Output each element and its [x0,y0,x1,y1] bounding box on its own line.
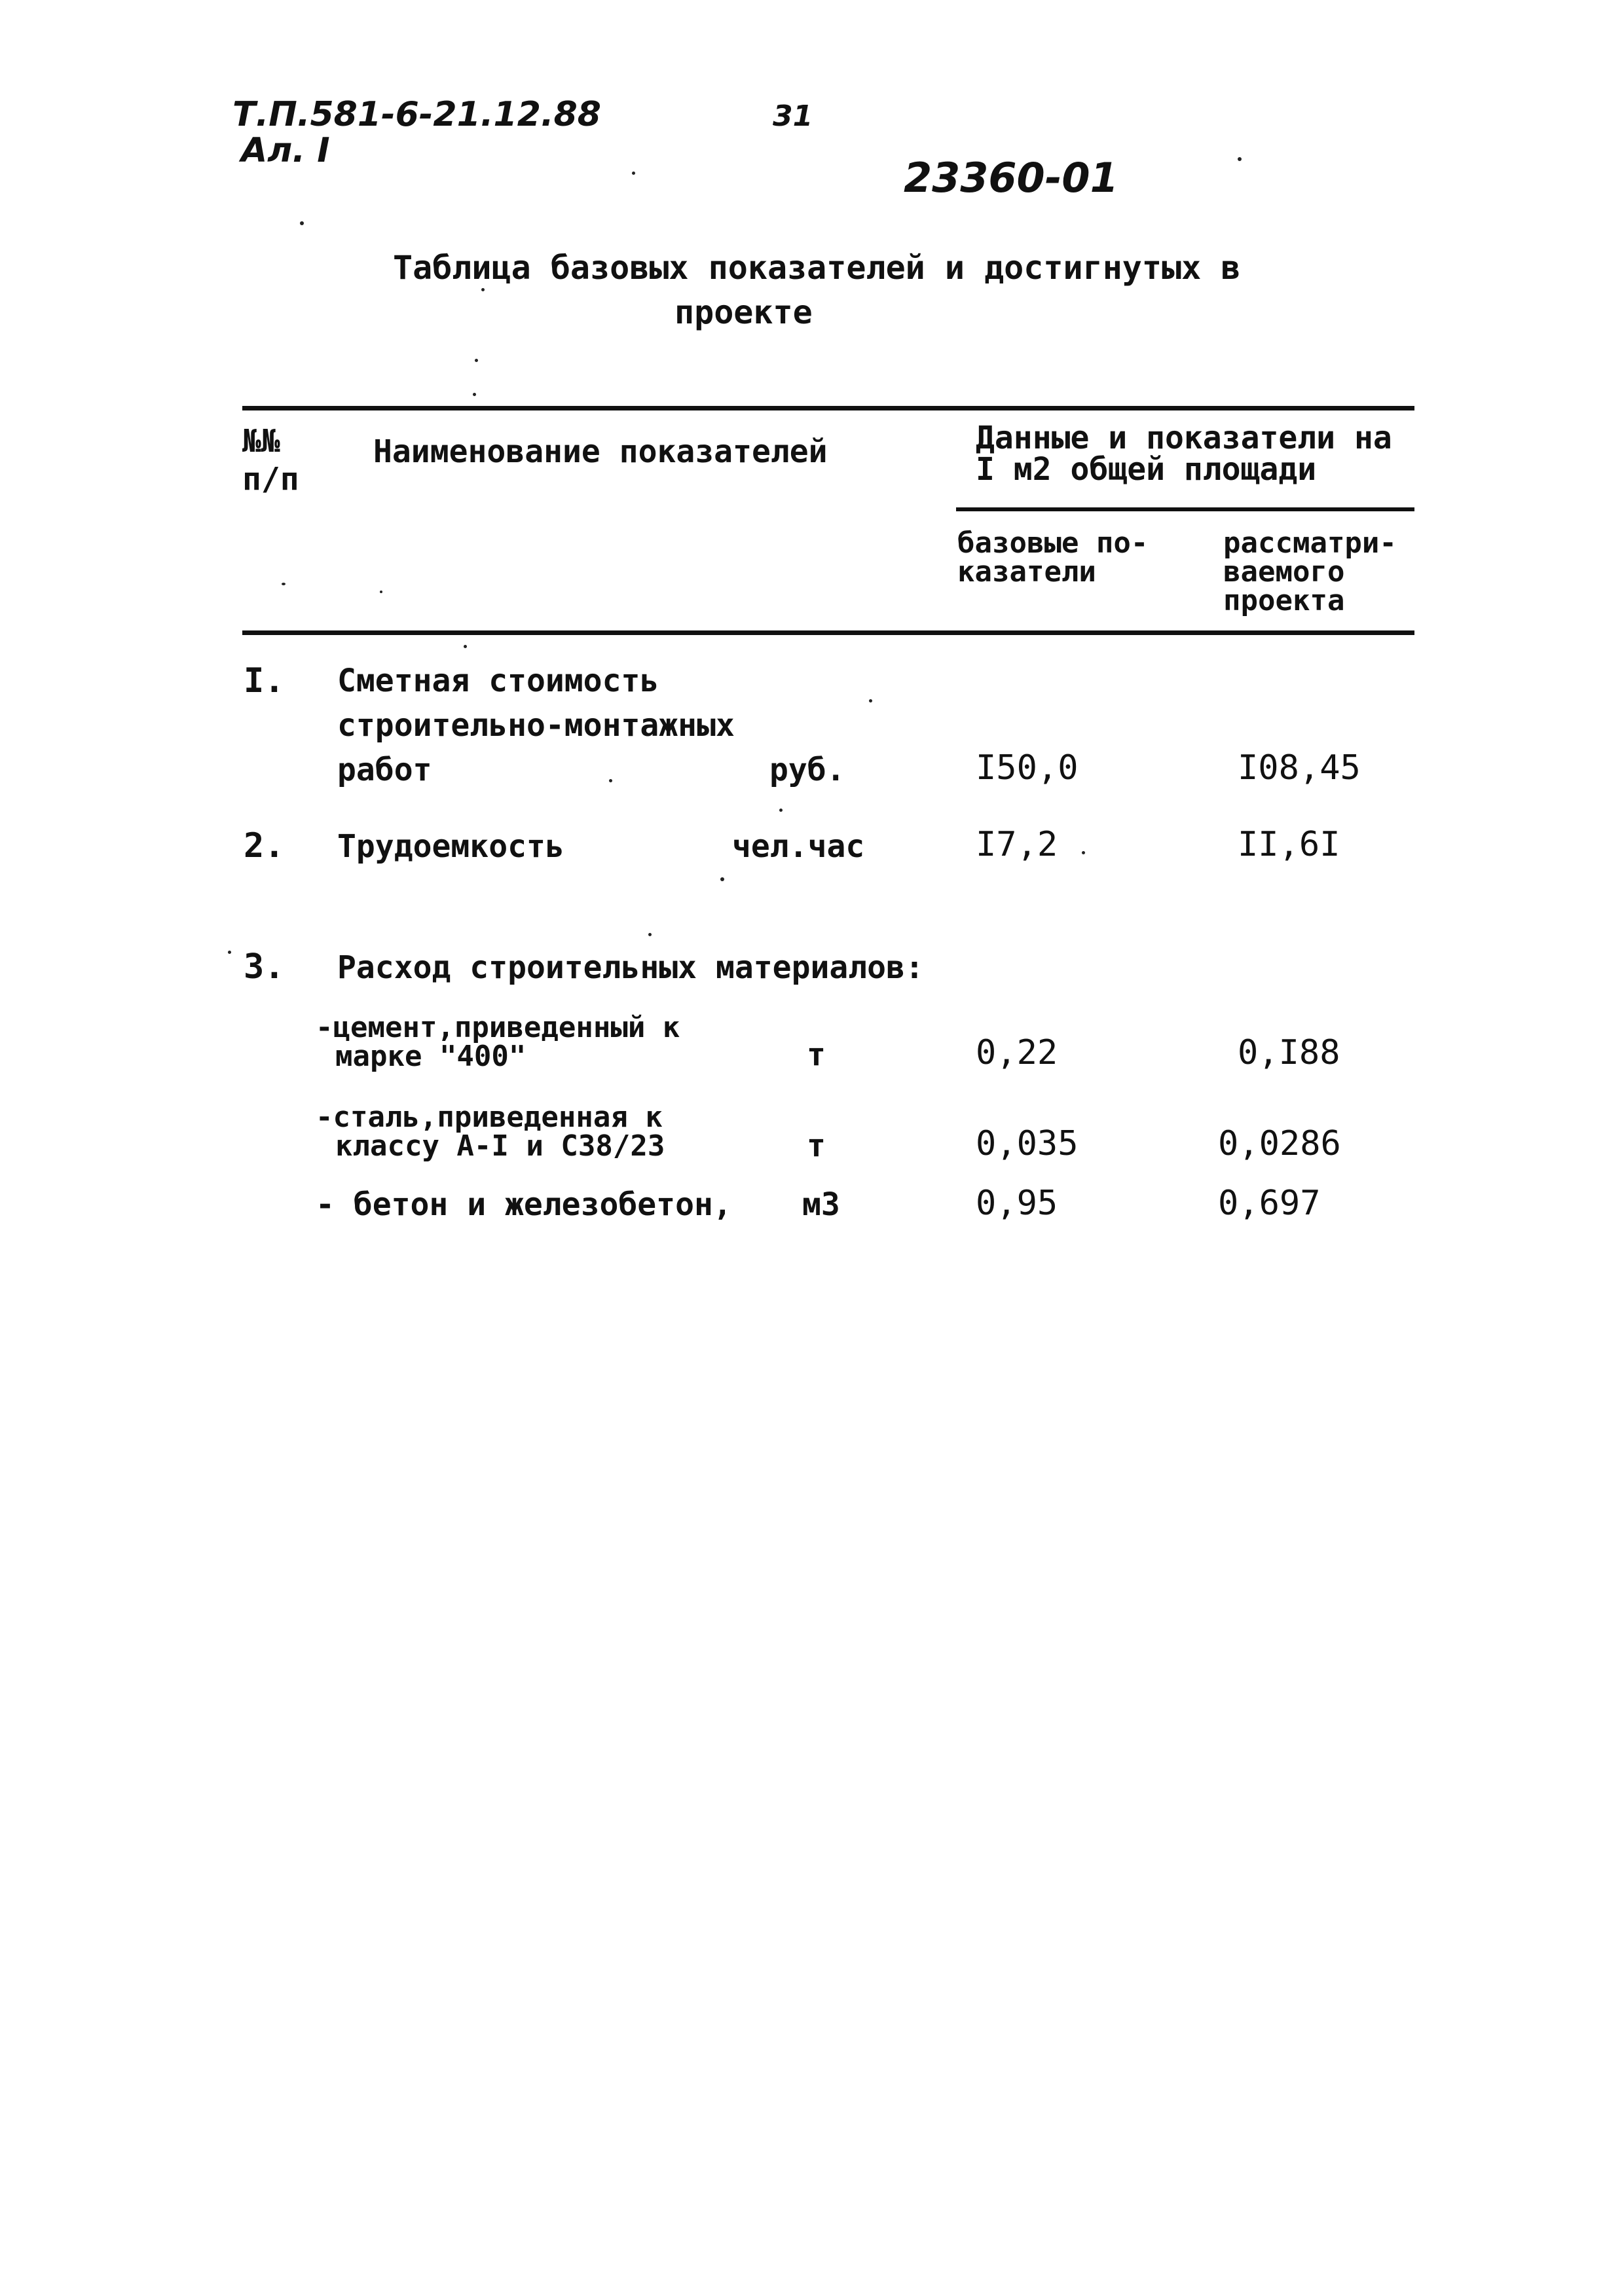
page-number: 31 [773,100,813,133]
scan-speck [1082,851,1085,854]
row-cement-base-value: 0,22 [976,1033,1058,1072]
scan-speck [473,393,476,396]
column-header-name: Наименование показателей [373,433,828,470]
album-number: Ал. I [241,131,330,170]
scan-speck [380,591,382,593]
inventory-number: 23360-01 [904,154,1118,202]
scan-speck [648,933,652,936]
row-2-name: Трудоемкость [337,828,564,865]
scan-speck [869,699,872,702]
scan-speck [475,359,478,362]
scan-speck [300,221,304,225]
row-concrete-base-value: 0,95 [976,1184,1058,1223]
table-header-bottom-rule [242,630,1414,635]
row-3-name: Расход строительных материалов: [337,949,924,986]
column-header-number: №№ п/п [242,423,299,498]
row-2-unit: чел.час [732,828,865,865]
row-concrete-project-value: 0,697 [1218,1184,1321,1223]
row-1-base-value: I50,0 [976,748,1079,788]
row-concrete-unit: м3 [802,1186,840,1223]
table-title-line1: Таблица базовых показателей и достигнутых в [393,249,1241,287]
scan-speck [609,779,612,782]
scan-speck [464,645,467,648]
row-2-number: 2. [244,826,285,866]
scan-speck [228,951,231,954]
row-2-project-value: II,6I [1238,825,1340,864]
scan-speck [1238,157,1242,161]
scan-speck [632,172,635,175]
row-steel-project-value: 0,0286 [1218,1124,1341,1163]
column-header-base: базовые по- казатели [957,526,1149,589]
scan-speck [720,877,724,881]
row-cement-project-value: 0,I88 [1238,1033,1340,1072]
row-1-name-line1: Сметная стоимость [337,663,659,699]
row-steel-name: -сталь,приведенная к классу А-I и С38/23 [316,1101,665,1163]
row-concrete-name: - бетон и железобетон, [316,1186,732,1223]
row-3-number: 3. [244,947,285,987]
row-cement-name: -цемент,приведенный к марке "400" [316,1011,680,1073]
row-steel-base-value: 0,035 [976,1124,1079,1163]
table-top-rule [242,406,1414,410]
column-header-project: рассматри- ваемого проекта [1223,526,1397,617]
scan-speck [481,288,485,291]
scan-speck [779,809,783,812]
row-cement-unit: т [807,1036,826,1073]
column-header-data: Данные и показатели на I м2 общей площади [976,420,1392,488]
row-1-project-value: I08,45 [1238,748,1361,788]
row-steel-unit: т [807,1127,826,1164]
row-1-number: I. [244,661,285,701]
row-1-name-line2: строительно-монтажных [337,707,735,744]
document-code: Т.П.581-6-21.12.88 [232,95,601,134]
table-subheader-rule [956,507,1414,511]
row-1-name-line3: работ [337,752,432,788]
table-title-line2: проекте [674,293,813,331]
row-2-base-value: I7,2 [976,825,1058,864]
row-1-unit: руб. [769,752,845,788]
scan-speck [282,583,286,585]
